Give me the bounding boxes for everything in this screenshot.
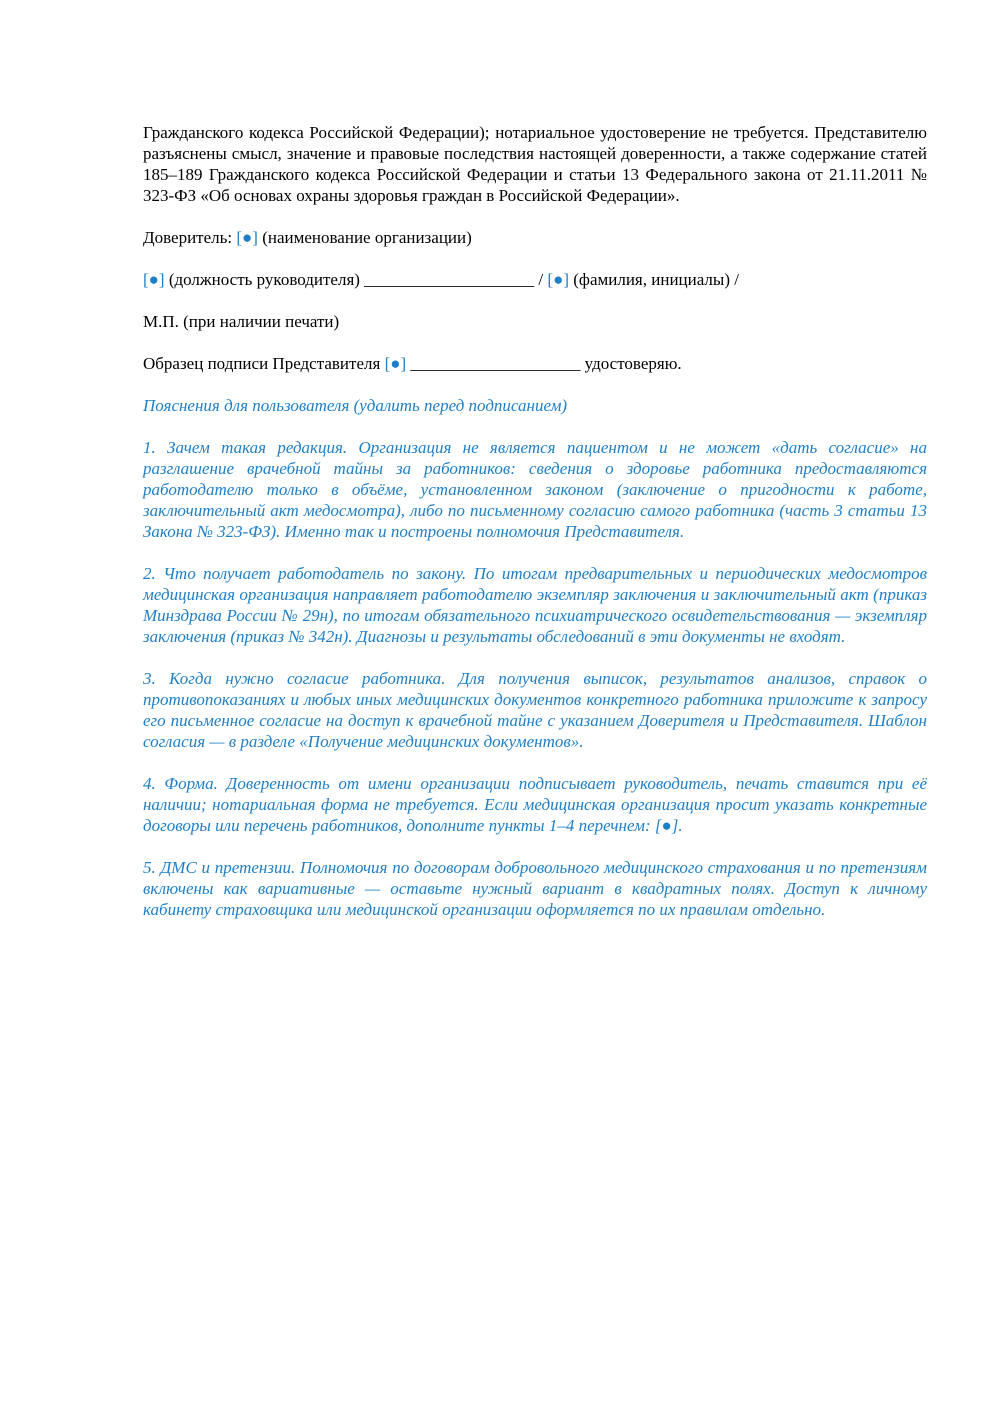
position-hint: (должность руководителя) ____________________ / [164,270,548,289]
specimen-tail: ____________________ удостоверяю. [406,354,682,373]
name-placeholder: [●] [547,270,570,289]
note-3: 3. Когда нужно согласие работника. Для получения выписок, результатов анализов, справок о противопоказаниях и любых иных медицинских документов конкретного работника приложите к запросу его письменное согласие на доступ к врачебной тайне с указанием Доверителя и Представителя. Шаблон согласия — в разделе «Получение медицинских документов». [143,669,927,751]
principal-placeholder: [●] [236,228,258,247]
note-2: 2. Что получает работодатель по закону. По итогам предварительных и периодических медосмотров медицинская организация направляет работодателю экземпляр заключения и заключительный акт (приказ Минздрава России № 29н), по итогам обязательного психиатрического освидетельствования — экземпляр заключения (приказ № 342н). Диагнозы и результаты обследований в эти документы не входят. [143,564,927,646]
notes-title: Пояснения для пользователя (удалить перед подписанием) [143,396,568,415]
note-5: 5. ДМС и претензии. Полномочия по договорам добровольного медицинского страхования и по претензиям включены как вариативные — оставьте нужный вариант в квадратных полях. Доступ к личному кабинету страховщика или медицинской организации оформляется по их правилам отдельно. [143,858,927,919]
seal-line: М.П. (при наличии печати) [143,312,340,331]
document-page [143,122,927,941]
principal-label: Доверитель: [143,228,237,247]
principal-line [143,227,927,248]
note-4: 4. Форма. Доверенность от имени организации подписывает руководитель, печать ставится при её наличии; нотариальная форма не требуется. Если медицинская организация просит указать конкретные договоры или перечень работников, дополните пункты 1–4 перечнем: [●]. [143,774,927,835]
specimen-placeholder: [●] [384,354,407,373]
principal-hint: (наименование организации) [257,228,472,247]
specimen-label: Образец подписи Представителя [143,354,385,373]
position-placeholder: [●] [143,270,165,289]
signature-line [143,269,927,290]
name-hint: (фамилия, инициалы) / [569,270,739,289]
specimen-line [143,353,927,374]
note-1: 1. Зачем такая редакция. Организация не является пациентом и не может «дать согласие» на разглашение врачебной тайны за работников: сведения о здоровье работника предоставляются работодателю только в объёме, установленном законом (заключение о пригодности к работе, заключительный акт медосмотра), либо по письменному согласию самого работника (часть 3 статьи 13 Закона № 323-ФЗ). Именно так и построены полномочия Представителя. [143,438,927,541]
intro-paragraph: Гражданского кодекса Российской Федерации); нотариальное удостоверение не требуется. Представителю разъяснены смысл, значение и правовые последствия настоящей доверенности, а также содержание статей 185–189 Гражданского кодекса Российской Федерации и статьи 13 Федерального закона от 21.11.2011 № 323-ФЗ «Об основах охраны здоровья граждан в Российской Федерации». [143,123,927,205]
